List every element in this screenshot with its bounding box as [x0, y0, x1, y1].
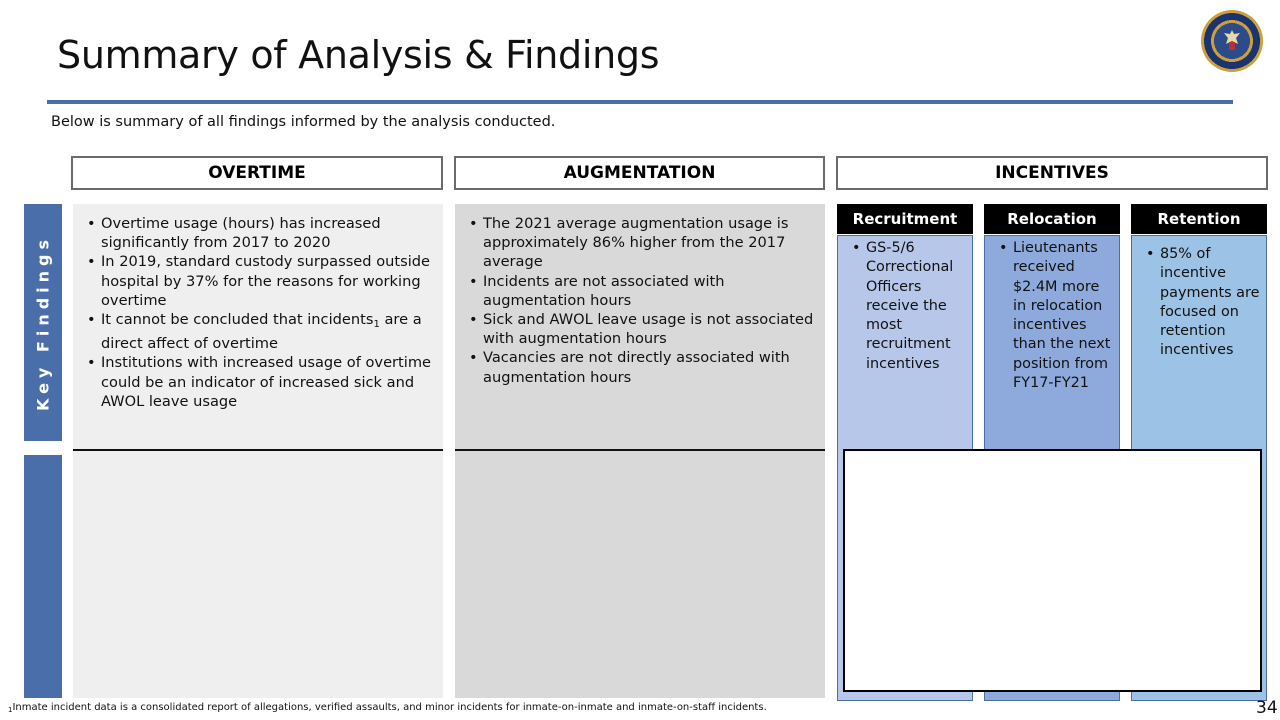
list-item: • Overtime usage (hours) has increased significantly from 2017 to 2020	[101, 214, 435, 252]
intro-text: Below is summary of all findings informed by the analysis conducted.	[51, 114, 556, 130]
column-header-augmentation: AUGMENTATION	[454, 156, 825, 190]
eagle-icon	[1221, 28, 1243, 52]
list-item: • 85% of incentive payments are focused on retention incentives	[1160, 245, 1262, 361]
list-item: • Institutions with increased usage of overtime could be an indicator of increased sick and AWOL leave usage	[101, 353, 435, 411]
overtime-findings-list	[73, 204, 443, 411]
column-header-incentives: INCENTIVES	[836, 156, 1268, 190]
page-title: Summary of Analysis & Findings	[57, 33, 660, 77]
list-item: • Lieutenants received $2.4M more in relocation incentives than the next position from FY17-FY21	[1013, 239, 1115, 393]
list-item: • In 2019, standard custody surpassed outside hospital by 37% for the reasons for working overtime	[101, 252, 435, 310]
title-divider	[47, 100, 1233, 104]
blank-overlay-box	[843, 449, 1262, 692]
panel-divider	[455, 449, 825, 451]
footnote-marker: 1	[373, 319, 380, 331]
key-findings-tab	[24, 204, 62, 441]
recruitment-header: Recruitment	[837, 204, 973, 234]
list-item: • GS-5/6 Correctional Officers receive the most recruitment incentives	[866, 239, 968, 374]
list-item: • It cannot be concluded that incidents$_1$ are a direct affect of overtime	[101, 310, 435, 353]
retention-header: Retention	[1131, 204, 1267, 234]
list-item: • Sick and AWOL leave usage is not associated with augmentation hours	[483, 310, 817, 348]
footnote-marker: 1	[8, 706, 13, 714]
panel-divider	[73, 449, 443, 451]
page-number: 34	[1256, 698, 1278, 718]
augmentation-panel	[455, 204, 825, 698]
side-tab-lower	[24, 455, 62, 698]
overtime-panel	[73, 204, 443, 698]
relocation-header: Relocation	[984, 204, 1120, 234]
key-findings-label: Key Findings	[33, 234, 53, 411]
list-item: • The 2021 average augmentation usage is approximately 86% higher from the 2017 average	[483, 214, 817, 272]
footnote: $_1$Inmate incident data is a consolidated report of allegations, verified assaults, and minor incidents for inmate-on-inmate and inmate-on-staff incidents.	[8, 702, 767, 714]
list-item: • Vacancies are not directly associated with augmentation hours	[483, 348, 817, 386]
list-item: • Incidents are not associated with augmentation hours	[483, 272, 817, 310]
column-header-overtime: OVERTIME	[71, 156, 443, 190]
department-seal-icon	[1201, 10, 1263, 72]
augmentation-findings-list	[455, 204, 825, 387]
